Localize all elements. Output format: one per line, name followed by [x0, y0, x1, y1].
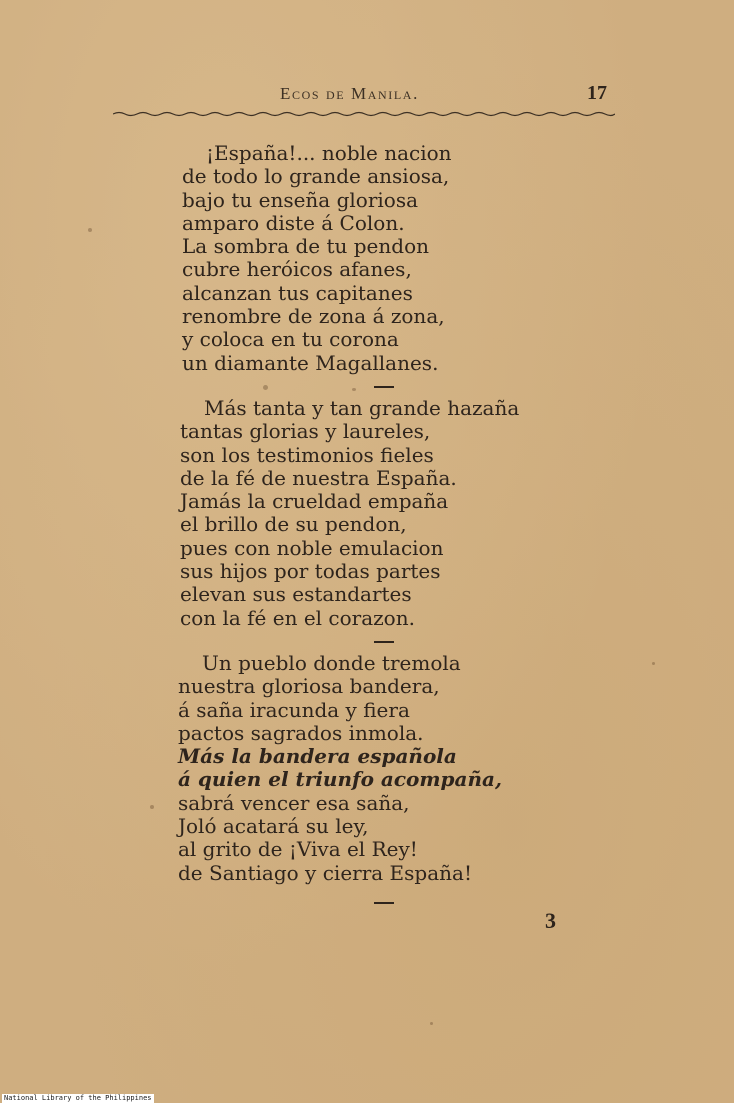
verse-line: ¡España!... noble nacion — [206, 141, 452, 165]
verse-line: renombre de zona á zona, — [182, 304, 445, 329]
verse-line: son los testimonios fieles — [180, 442, 434, 467]
stanza-1 — [182, 142, 452, 375]
verse-line: de la fé de nuestra España. — [180, 465, 457, 490]
verse-line: con la fé en el corazon. — [180, 605, 415, 630]
verse-line: elevan sus estandartes — [180, 582, 412, 607]
verse-line: de Santiago y cierra España! — [178, 860, 472, 885]
verse-line: tantas glorias y laureles, — [180, 419, 431, 444]
verse-line: Joló acatará su ley, — [178, 814, 369, 839]
verse-line: el brillo de su pendon, — [180, 512, 407, 537]
verse-line: al grito de ¡Viva el Rey! — [178, 837, 418, 862]
verse-line: alcanzan tus capitanes — [182, 280, 413, 305]
verse-line: nuestra gloriosa bandera, — [178, 674, 440, 699]
verse-line: y coloca en tu corona — [182, 327, 399, 352]
verse-line: cubre heróicos afanes, — [182, 257, 412, 282]
verse-line: á saña iracunda y fiera — [178, 697, 410, 722]
paper-speck — [430, 1022, 433, 1025]
stanza-separator — [374, 902, 394, 904]
verse-line: sabrá vencer esa saña, — [178, 790, 410, 815]
header-ornamental-rule — [113, 110, 615, 118]
paper-speck — [263, 385, 268, 390]
verse-line-italic: á quien el triunfo acompaña, — [178, 767, 502, 792]
verse-line: de todo lo grande ansiosa, — [182, 164, 450, 189]
verse-line: Más tanta y tan grande hazaña — [204, 396, 520, 420]
running-title: Ecos de Manila. — [280, 84, 419, 103]
verse-line: Jamás la crueldad empaña — [180, 489, 449, 514]
stanza-separator — [374, 386, 394, 388]
verse-line-italic: Más la bandera española — [178, 744, 457, 769]
stanza-3 — [178, 652, 502, 885]
verse-line: un diamante Magallanes. — [182, 350, 439, 375]
paper-speck — [352, 388, 356, 391]
paper-speck — [150, 805, 154, 809]
page-number: 17 — [587, 82, 607, 104]
verse-line: Un pueblo donde tremola — [202, 651, 461, 675]
verse-line: bajo tu enseña gloriosa — [182, 187, 419, 212]
verse-line: pactos sagrados inmola. — [178, 720, 424, 745]
stanza-separator — [374, 641, 394, 643]
paper-speck — [652, 662, 655, 665]
library-credit: National Library of the Philippines — [4, 1094, 152, 1102]
verse-line: La sombra de tu pendon — [182, 234, 429, 259]
verse-line: pues con noble emulacion — [180, 535, 444, 560]
signature-mark: 3 — [545, 908, 556, 933]
verse-line: sus hijos por todas partes — [180, 559, 441, 584]
verse-line: amparo diste á Colon. — [182, 210, 405, 235]
paper-speck — [88, 228, 92, 232]
stanza-2 — [180, 397, 519, 630]
